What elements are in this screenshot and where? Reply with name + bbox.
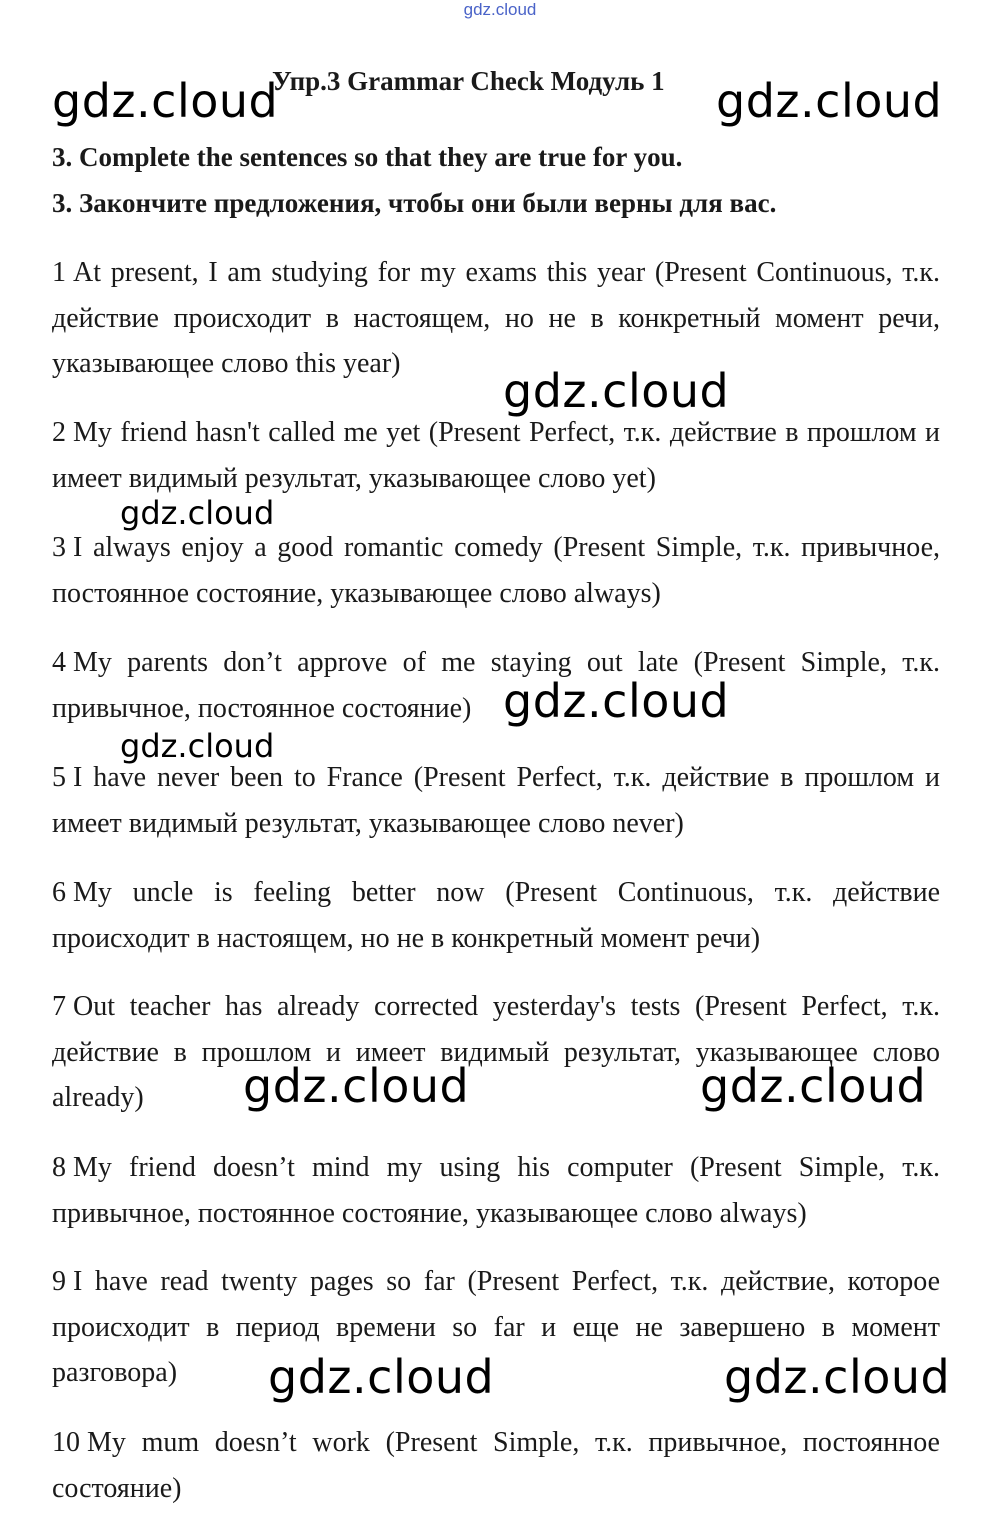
answer-item-4 (52, 640, 940, 731)
item-text: My mum doesn’t work (Present Simple, т.к. привычное, постоянное состояние) (52, 1427, 940, 1504)
answer-item-3 (52, 525, 940, 616)
item-number: 8 (52, 1152, 66, 1183)
watermark: gdz.cloud (243, 1059, 470, 1113)
answer-item-10 (52, 1420, 940, 1511)
item-number: 10 (52, 1427, 80, 1458)
watermark: gdz.cloud (120, 727, 275, 765)
item-text: I have read twenty pages so far (Present Perfect, т.к. действие, которое происходит в период времени so far и еще не завершено в момент разговора) (52, 1266, 940, 1388)
task-heading-ru: 3. Закончите предложения, чтобы они были верны для вас. (52, 188, 777, 218)
item-number: 7 (52, 991, 66, 1022)
answer-item-5 (52, 755, 940, 846)
answer-item-6 (52, 870, 940, 961)
task-heading-en: 3. Complete the sentences so that they are true for you. (52, 142, 683, 172)
watermark: gdz.cloud (52, 74, 279, 128)
item-text: My uncle is feeling better now (Present Continuous, т.к. действие происходит в настоящем, но не в конкретный момент речи) (52, 877, 940, 954)
item-number: 2 (52, 417, 66, 448)
item-number: 4 (52, 647, 66, 678)
item-text: My parents don’t approve of me staying out late (Present Simple, т.к. привычное, постоянное состояние) (52, 647, 940, 724)
page-title: Упр.3 Grammar Check Модуль 1 (272, 66, 665, 96)
answer-item-2 (52, 410, 940, 501)
item-text: My friend doesn’t mind my using his computer (Present Simple, т.к. привычное, постоянное состояние, указывающее слово always) (52, 1152, 940, 1229)
site-mark: gdz.cloud (463, 0, 537, 19)
item-text: At present, I am studying for my exams this year (Present Continuous, т.к. действие происходит в настоящем, но не в конкретный момент речи, указывающее слово this year) (52, 257, 940, 379)
answer-item-8 (52, 1145, 940, 1236)
item-number: 5 (52, 762, 66, 793)
watermark: gdz.cloud (716, 74, 943, 128)
item-text: My friend hasn't called me yet (Present Perfect, т.к. действие в прошлом и имеет видимый результат, указывающее слово yet) (52, 417, 940, 494)
item-text: Out teacher has already corrected yesterday's tests (Present Perfect, т.к. действие в прошлом и имеет видимый результат, указывающее слово already) (52, 991, 940, 1113)
item-number: 9 (52, 1266, 66, 1297)
item-number: 1 (52, 257, 66, 288)
answer-item-1 (52, 250, 940, 387)
watermark: gdz.cloud (503, 674, 730, 728)
item-number: 6 (52, 877, 66, 908)
watermark: gdz.cloud (268, 1350, 495, 1404)
watermark: gdz.cloud (700, 1059, 927, 1113)
watermark: gdz.cloud (503, 364, 730, 418)
item-text: I have never been to France (Present Perfect, т.к. действие в прошлом и имеет видимый результат, указывающее слово never) (52, 762, 940, 839)
item-text: I always enjoy a good romantic comedy (Present Simple, т.к. привычное, постоянное состояние, указывающее слово always) (52, 532, 940, 609)
watermark: gdz.cloud (724, 1350, 951, 1404)
watermark: gdz.cloud (120, 494, 275, 532)
item-number: 3 (52, 532, 66, 563)
